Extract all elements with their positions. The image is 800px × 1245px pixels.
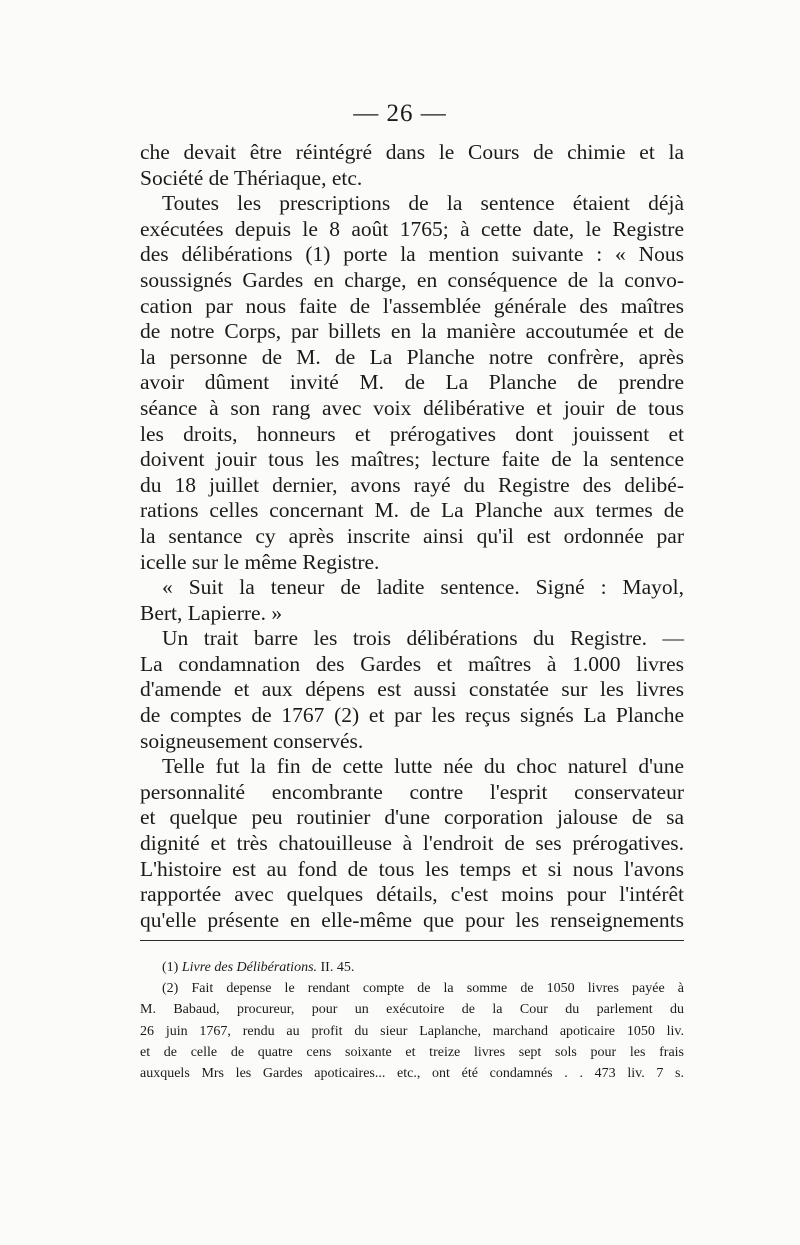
text-line: avoir dûment invité M. de La Planche de prendre [140, 370, 684, 395]
text-line: Bert, Lapierre. » [140, 600, 283, 625]
text-line: séance à son rang avec voix délibérative et jouir de tous [140, 395, 684, 420]
text-line: L'histoire est au fond de tous les temps et si nous l'avons [140, 856, 684, 881]
footnote-2-line: M. Babaud, procureur, pour un exécutoire de la Cour du parlement du [140, 1002, 684, 1018]
text-line: icelle sur le même Registre. [140, 549, 380, 574]
footnote-separator [140, 940, 684, 941]
text-line: rapportée avec quelques détails, c'est moins pour l'intérêt [140, 882, 684, 907]
text-line: la personne de M. de La Planche notre confrère, après [140, 344, 684, 369]
text-line: che devait être réintégré dans le Cours de chimie et la [140, 140, 684, 164]
text-line: dignité et très chatouilleuse à l'endroit de ses prérogatives. [140, 831, 684, 856]
footnote-1-ref: II. 45. [320, 960, 355, 975]
text-line: rations celles concernant M. de La Planche aux termes de [140, 498, 684, 523]
footnote-2-line: auxquels Mrs les Gardes apoticaires... etc., ont été condamnés . . 473 liv. 7 s. [140, 1065, 684, 1081]
footnote-1 [140, 957, 684, 978]
text-line: exécutées depuis le 8 août 1765; à cette date, le Registre [140, 216, 684, 241]
footnote-2-line: (2) Fait depense le rendant compte de la somme de 1050 livres payée à [162, 981, 684, 997]
text-line: de notre Corps, par billets en la manière accoutumée et de [140, 319, 684, 344]
text-line: et quelque peu routinier d'une corporation jalouse de sa [140, 805, 684, 830]
footnote-1-title: Livre des Délibérations. [181, 960, 318, 975]
text-line: soigneusement conservés. [140, 728, 364, 753]
text-line: Un trait barre les trois délibérations du Registre. — [162, 626, 684, 651]
page-number: — 26 — [353, 100, 447, 127]
text-line: La condamnation des Gardes et maîtres à 1.000 livres [140, 651, 684, 676]
text-line: personnalité encombrante contre l'esprit conservateur [140, 779, 684, 804]
text-line: d'amende et aux dépens est aussi constatée sur les livres [140, 677, 684, 702]
text-line: soussignés Gardes en charge, en conséquence de la convo- [140, 267, 684, 292]
text-line: qu'elle présente en elle-même que pour les renseignements [140, 907, 684, 932]
text-line: « Suit la teneur de ladite sentence. Signé : Mayol, [162, 575, 684, 600]
text-line: Telle fut la fin de cette lutte née du choc naturel d'une [162, 754, 684, 779]
text-line: cation par nous faite de l'assemblée générale des maîtres [140, 293, 684, 318]
text-line: la sentance cy après inscrite ainsi qu'il est ordonnée par [140, 523, 684, 548]
main-text [140, 140, 684, 933]
text-line: doivent jouir tous les maîtres; lecture faite de la sentence [140, 447, 684, 472]
text-line: les droits, honneurs et prérogatives dont jouissent et [140, 421, 684, 446]
text-line: de comptes de 1767 (2) et par les reçus signés La Planche [140, 703, 684, 728]
footnote-2-line: 26 juin 1767, rendu au profit du sieur Laplanche, marchand apoticaire 1050 liv. [140, 1023, 684, 1039]
footnote-2-line: et de celle de quatre cens soixante et treize livres sept sols pour les frais [140, 1044, 684, 1060]
footnotes [140, 957, 684, 1084]
text-line: du 18 juillet dernier, avons rayé du Registre des delibé- [140, 472, 684, 497]
footnote-1-marker: (1) [162, 960, 179, 975]
text-line: des délibérations (1) porte la mention suivante : « Nous [140, 242, 684, 267]
text-line: Toutes les prescriptions de la sentence étaient déjà [162, 191, 684, 216]
footnote-2 [140, 978, 684, 1084]
text-line: Société de Thériaque, etc. [140, 165, 363, 190]
